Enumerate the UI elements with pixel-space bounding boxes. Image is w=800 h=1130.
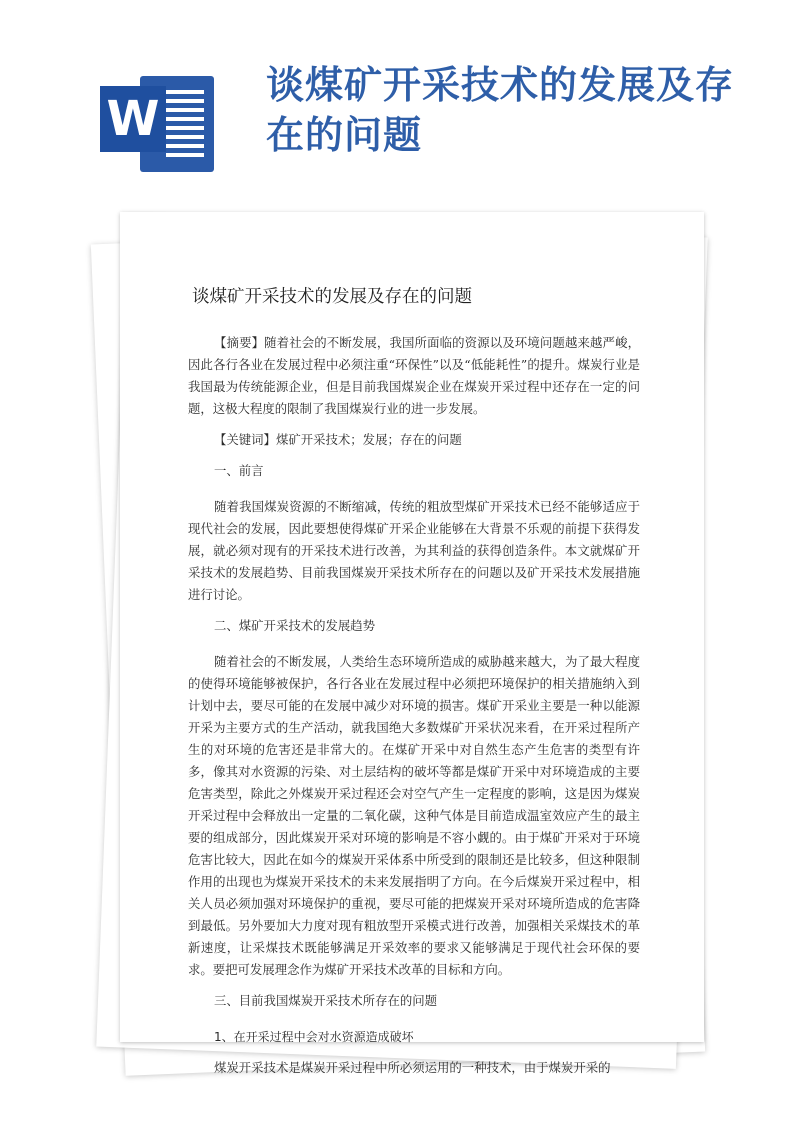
document-page — [120, 212, 704, 1075]
section-heading-problems: 三、目前我国煤炭开采技术所存在的问题 — [214, 993, 438, 1008]
keywords-paragraph: 【关键词】煤矿开采技术；发展；存在的问题 — [214, 432, 462, 447]
section-heading-trends: 二、煤矿开采技术的发展趋势 — [214, 618, 376, 633]
section-heading-preface: 一、前言 — [214, 463, 264, 478]
water-paragraph: 煤炭开采技术是煤炭开采过程中所必须运用的一种技术，由于煤炭开采的 — [214, 1060, 611, 1075]
document-title: 谈煤矿开采技术的发展及存在的问题 — [192, 287, 472, 307]
banner-title: 谈煤矿开采技术的发展及存在的问题 — [266, 62, 735, 157]
trends-paragraph: 随着社会的不断发展，人类给生态环境所造成的威胁越来越大，为了最大程度的使得环境能够被保护，各行各业在发展过程中必须把环境保护的相关措施纳入到计划中去，要尽可能的在发展中减少对环境的损害。煤矿开采业主要是一种以能源开采为主要方式的生产活动，就我国绝大多数煤矿开采状况来看，在开采过程所产生的对环境的危害还是非常大的。在煤矿开采中对自然生态产生危害的类型有许多，像其对水资源的污染、对土层结构的破坏等都是煤矿开采中对环境造成的主要危害类型，除此之外煤炭开采过程还会对空气产生一定程度的影响，这是因为煤炭开采过程中会释放出一定量的二氧化碳，这种气体是目前造成温室效应产生的最主要的组成部分，因此煤炭开采对环境的影响是不容小觑的。由于煤矿开采对于环境危害比较大，因此在如今的煤炭开采体系中所受到的限制还是比较多，但这种限制作用的出现也为煤炭开采技术的未来发展指明了方向。在今后煤炭开采过程中，相关人员必须加强对环境保护的重视，要尽可能的把煤炭开采对环境所造成的危害降到最低。另外要加大力度对现有粗放型开采模式进行改善，加强相关采煤技术的革新速度，让采煤技术既能够满足开采效率的要求又能够满足于现代社会环保的要求。要把可发展理念作为煤矿开采技术改革的目标和方向。 — [188, 654, 640, 977]
subsection-heading-water: 1、在开采过程中会对水资源造成破坏 — [214, 1030, 414, 1044]
document-body — [188, 284, 640, 1088]
preface-paragraph: 随着我国煤炭资源的不断缩减，传统的粗放型煤矿开采技术已经不能够适应于现代社会的发展，因此要想使得煤矿开采企业能够在大背景不乐观的前提下获得发展，就必须对现有的开采技术进行改善，为其利益的获得创造条件。本文就煤矿开采技术的发展趋势、目前我国煤炭开采技术所存在的问题以及矿开采技术发展措施进行讨论。 — [188, 499, 640, 602]
word-w-badge-icon: W — [100, 86, 166, 152]
abstract-paragraph: 【摘要】随着社会的不断发展，我国所面临的资源以及环境问题越来越严峻，因此各行各业在发展过程中必须注重“环保性”以及“低能耗性”的提升。煤炭行业是我国最为传统能源企业，但是目前我国煤炭企业在煤炭开采过程中还存在一定的问题，这极大程度的限制了我国煤炭行业的进一步发展。 — [188, 335, 640, 416]
